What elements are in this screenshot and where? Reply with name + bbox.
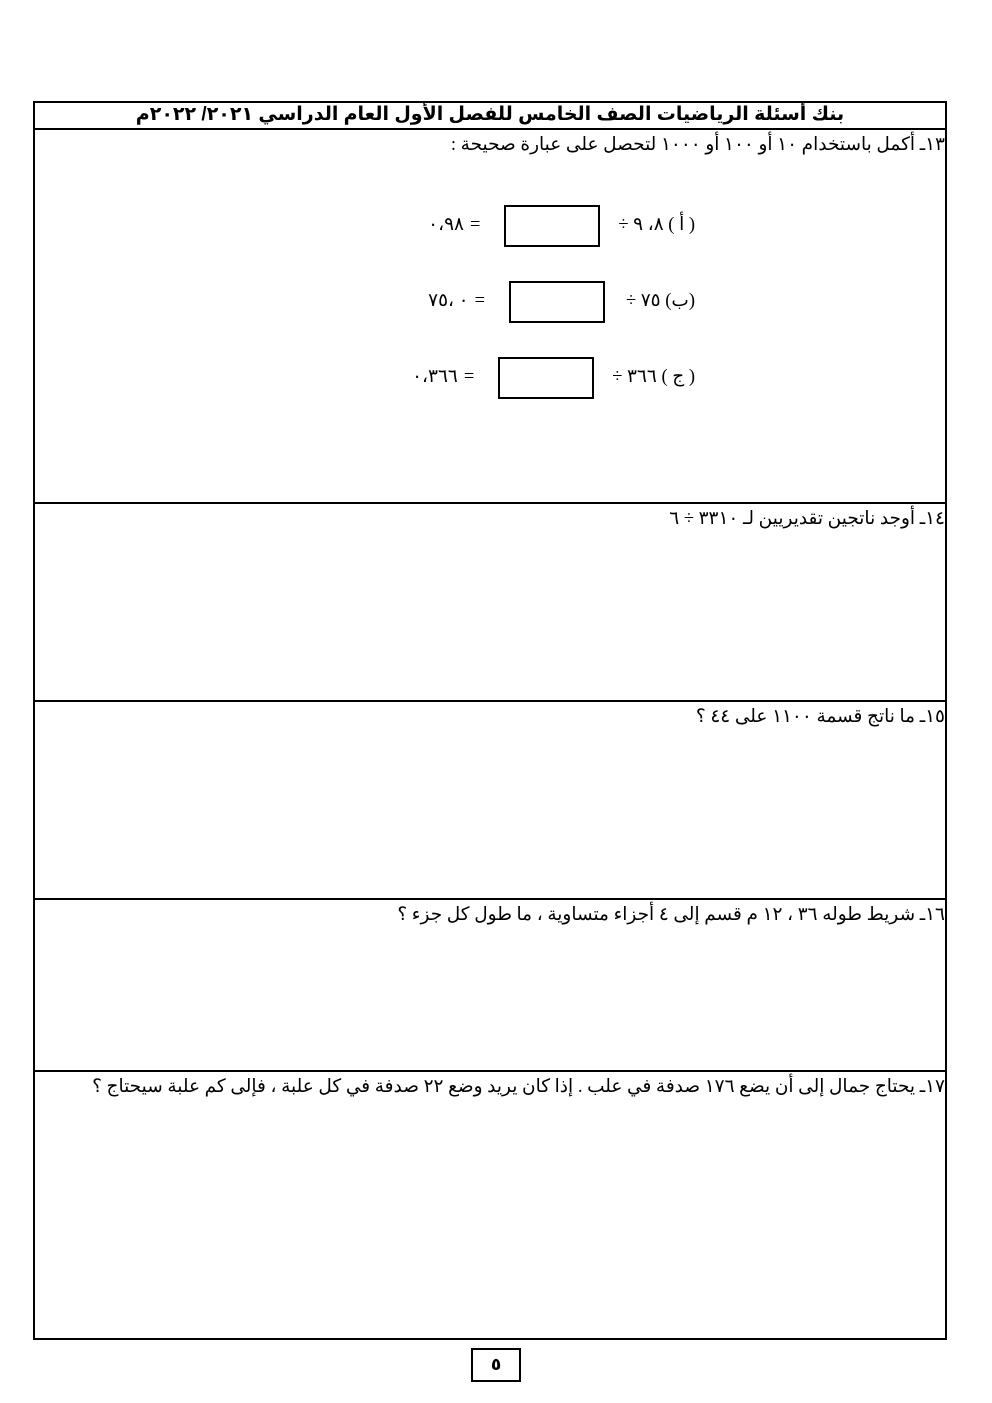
page-footer xyxy=(0,1348,992,1382)
document-header: بنك أسئلة الرياضيات الصف الخامس للفصل الأول العام الدراسي ٢٠٢١/ ٢٠٢٢م xyxy=(34,102,946,129)
equation-c-equals: = xyxy=(463,367,475,388)
equation-a-equals: = xyxy=(469,215,481,236)
question-14-cell xyxy=(34,503,946,701)
equation-b-equals: = xyxy=(474,291,485,312)
question-16-cell xyxy=(34,899,946,1071)
table-row xyxy=(34,129,946,503)
page-number: ٥ xyxy=(471,1348,521,1382)
table-row-header xyxy=(34,102,946,129)
equation-b-label: (ب) ٧٥ ÷ xyxy=(625,291,695,312)
table-row xyxy=(34,503,946,701)
equation-row-a xyxy=(35,205,945,247)
equation-a-answer-box[interactable] xyxy=(504,205,600,247)
question-13-cell xyxy=(34,129,946,503)
question-16-text: ١٦ـ شريط طوله ٣٦ ، ١٢ م قسم إلى ٤ أجزاء متساوية ، ما طول كل جزء ؟ xyxy=(397,904,945,925)
question-17-cell xyxy=(34,1071,946,1339)
equation-c-result: ٠،٣٦٦ xyxy=(412,367,458,388)
worksheet-page xyxy=(33,101,947,1340)
equation-c-answer-box[interactable] xyxy=(498,357,594,399)
equation-a-result: ٠،٩٨ xyxy=(428,215,464,236)
equation-row-b xyxy=(35,281,945,323)
question-13-equations xyxy=(35,205,945,399)
question-15-text: ١٥ـ ما ناتج قسمة ١١٠٠ على ٤٤ ؟ xyxy=(695,706,945,727)
table-row xyxy=(34,1071,946,1339)
question-14-text: ١٤ـ أوجد ناتجين تقديريين لـ ٣٣١٠ ÷ ٦ xyxy=(669,508,945,529)
table-row xyxy=(34,899,946,1071)
equation-a-label: ( أ ) ٨، ٩ ÷ xyxy=(618,215,695,236)
equation-c-label: ( ج ) ٣٦٦ ÷ xyxy=(612,367,695,388)
equation-b-answer-box[interactable] xyxy=(509,281,605,323)
equation-b-result: ٠ ،٧٥ xyxy=(428,291,469,312)
table-row xyxy=(34,701,946,899)
question-13-text: ١٣ـ أكمل باستخدام ١٠ أو ١٠٠ أو ١٠٠٠ لتحصل على عبارة صحيحة : xyxy=(450,134,945,155)
question-15-cell xyxy=(34,701,946,899)
question-17-text: ١٧ـ يحتاج جمال إلى أن يضع ١٧٦ صدفة في علب . إذا كان يريد وضع ٢٢ صدفة في كل علبة ، فإلى كم علبة سيحتاج ؟ xyxy=(92,1076,945,1097)
questions-table xyxy=(33,101,947,1340)
equation-row-c xyxy=(35,357,945,399)
